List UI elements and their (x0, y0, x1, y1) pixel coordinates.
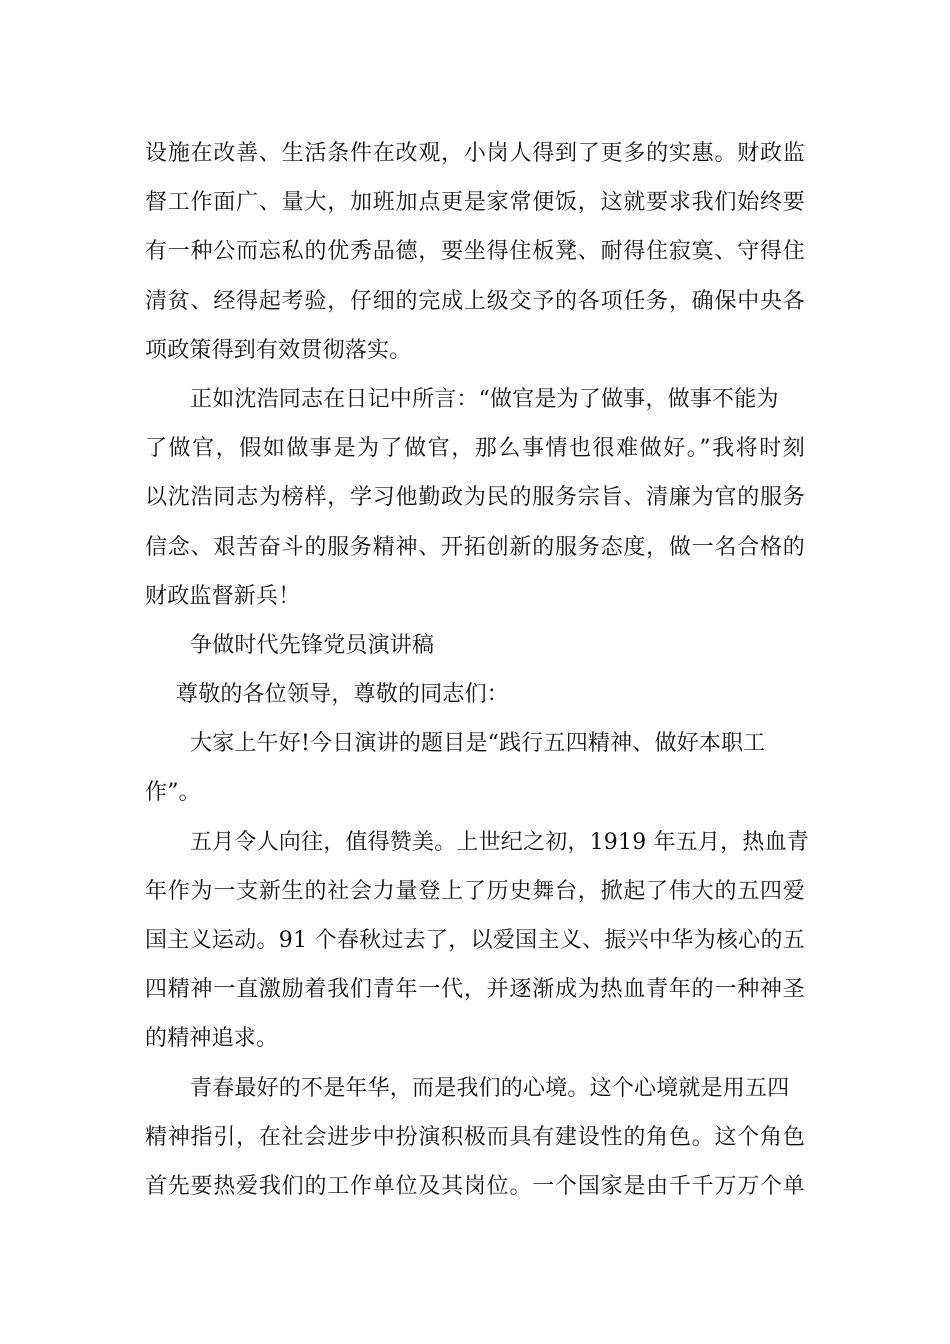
text-line: 财政监督新兵！ (145, 583, 301, 609)
text-line: 首先要热爱我们的工作单位及其岗位。一个国家是由千千万万个单 (145, 1173, 805, 1199)
salutation: 尊敬的各位领导，尊敬的同志们： (176, 682, 510, 708)
text-line: 作”。 (145, 780, 201, 806)
text-line: 年作为一支新生的社会力量登上了历史舞台，掀起了伟大的五四爱 (145, 878, 805, 904)
text-line: 国主义运动。91 个春秋过去了，以爱国主义、振兴中华为核心的五 (145, 928, 805, 953)
text-line: 了做官，假如做事是为了做官，那么事情也很难做好。”我将时刻 (145, 436, 805, 462)
text-line: 正如沈浩同志在日记中所言：“做官是为了做事，做事不能为 (190, 386, 779, 412)
text-line: 有一种公而忘私的优秀品德，要坐得住板凳、耐得住寂寞、守得住 (145, 239, 805, 265)
text-line: 青春最好的不是年华，而是我们的心境。这个心境就是用五四 (190, 1075, 790, 1101)
document-body (145, 129, 809, 1211)
text-line: 的精神追求。 (145, 1026, 279, 1052)
text-line: 督工作面广、量大，加班加点更是家常便饭，这就要求我们始终要 (145, 190, 805, 216)
text-line: 大家上午好!今日演讲的题目是“践行五四精神、做好本职工 (190, 731, 766, 757)
text-line: 以沈浩同志为榜样，学习他勤政为民的服务宗旨、清廉为官的服务 (145, 485, 805, 511)
text-line: 精神指引，在社会进步中扮演积极而具有建设性的角色。这个角色 (145, 1124, 805, 1150)
text-line: 信念、艰苦奋斗的服务精神、开拓创新的服务态度，做一名合格的 (145, 534, 805, 560)
text-line: 项政策得到有效贯彻落实。 (145, 337, 412, 363)
text-line: 五月令人向往，值得赞美。上世纪之初，1919 年五月，热血青 (190, 829, 809, 855)
text-line: 四精神一直激励着我们青年一代，并逐渐成为热血青年的一种神圣 (145, 977, 805, 1003)
section-title: 争做时代先锋党员演讲稿 (190, 632, 435, 658)
text-line: 设施在改善、生活条件在改观，小岗人得到了更多的实惠。财政监 (145, 141, 805, 166)
text-line: 清贫、经得起考验，仔细的完成上级交予的各项任务，确保中央各 (145, 288, 805, 314)
